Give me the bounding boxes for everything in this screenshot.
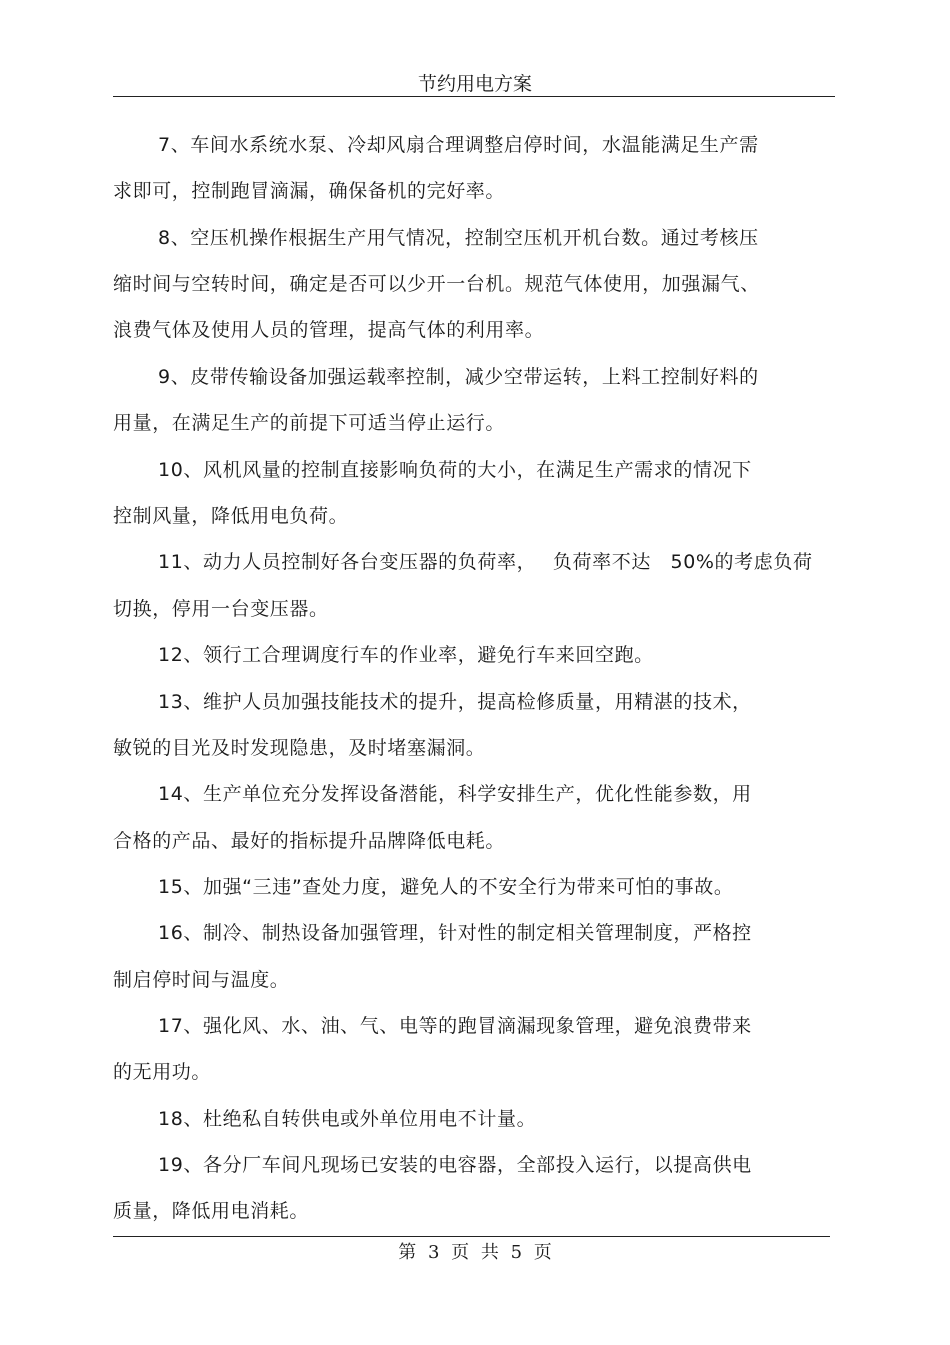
paragraph-8-line-1: 8、空压机操作根据生产用气情况，控制空压机开机台数。通过考核压 (158, 227, 759, 249)
paragraph-15-line-1: 15、加强“三违”查处力度，避免人的不安全行为带来可怕的事故。 (158, 876, 734, 898)
paragraph-13-line-1: 13、维护人员加强技能技术的提升，提高检修质量，用精湛的技术， (158, 691, 752, 713)
paragraph-19-line-1: 19、各分厂车间凡现场已安装的电容器，全部投入运行，以提高供电 (158, 1154, 752, 1176)
paragraph-19-line-2: 质量，降低用电消耗。 (113, 1200, 310, 1222)
paragraph-16-line-1: 16、制冷、制热设备加强管理，针对性的制定相关管理制度，严格控 (158, 922, 752, 944)
paragraph-10-line-2: 控制风量，降低用电负荷。 (113, 505, 349, 527)
paragraph-17-line-2: 的无用功。 (113, 1061, 212, 1083)
page-header-title: 节约用电方案 (417, 73, 532, 95)
paragraph-11-line-1: 11、动力人员控制好各台变压器的负荷率， 负荷率不达 50%的考虑负荷 (158, 551, 813, 573)
paragraph-17-line-1: 17、强化风、水、油、气、电等的跑冒滴漏现象管理，避免浪费带来 (158, 1015, 752, 1037)
paragraph-18-line-1: 18、杜绝私自转供电或外单位用电不计量。 (158, 1108, 537, 1130)
paragraph-9-line-2: 用量，在满足生产的前提下可适当停止运行。 (113, 412, 506, 434)
paragraph-14-line-2: 合格的产品、最好的指标提升品牌降低电耗。 (113, 830, 506, 852)
paragraph-7-line-2: 求即可，控制跑冒滴漏，确保备机的完好率。 (113, 180, 506, 202)
paragraph-13-line-2: 敏锐的目光及时发现隐患，及时堵塞漏洞。 (113, 737, 486, 759)
header-divider (113, 96, 835, 97)
paragraph-14-line-1: 14、生产单位充分发挥设备潜能，科学安排生产，优化性能参数，用 (158, 783, 752, 805)
paragraph-10-line-1: 10、风机风量的控制直接影响负荷的大小，在满足生产需求的情况下 (158, 459, 752, 481)
paragraph-11-line-2: 切换，停用一台变压器。 (113, 598, 329, 620)
paragraph-8-line-2: 缩时间与空转时间，确定是否可以少开一台机。规范气体使用，加强漏气、 (113, 273, 760, 295)
paragraph-16-line-2: 制启停时间与温度。 (113, 969, 290, 991)
paragraph-12-line-1: 12、领行工合理调度行车的作业率，避免行车来回空跑。 (158, 644, 654, 666)
footer-divider (113, 1236, 830, 1237)
paragraph-7-line-1: 7、车间水系统水泵、冷却风扇合理调整启停时间，水温能满足生产需 (158, 134, 759, 156)
paragraph-9-line-1: 9、皮带传输设备加强运载率控制，减少空带运转，上料工控制好料的 (158, 366, 759, 388)
page-number-footer: 第 3 页 共 5 页 (398, 1242, 552, 1263)
paragraph-8-line-3: 浪费气体及使用人员的管理，提高气体的利用率。 (113, 319, 545, 341)
